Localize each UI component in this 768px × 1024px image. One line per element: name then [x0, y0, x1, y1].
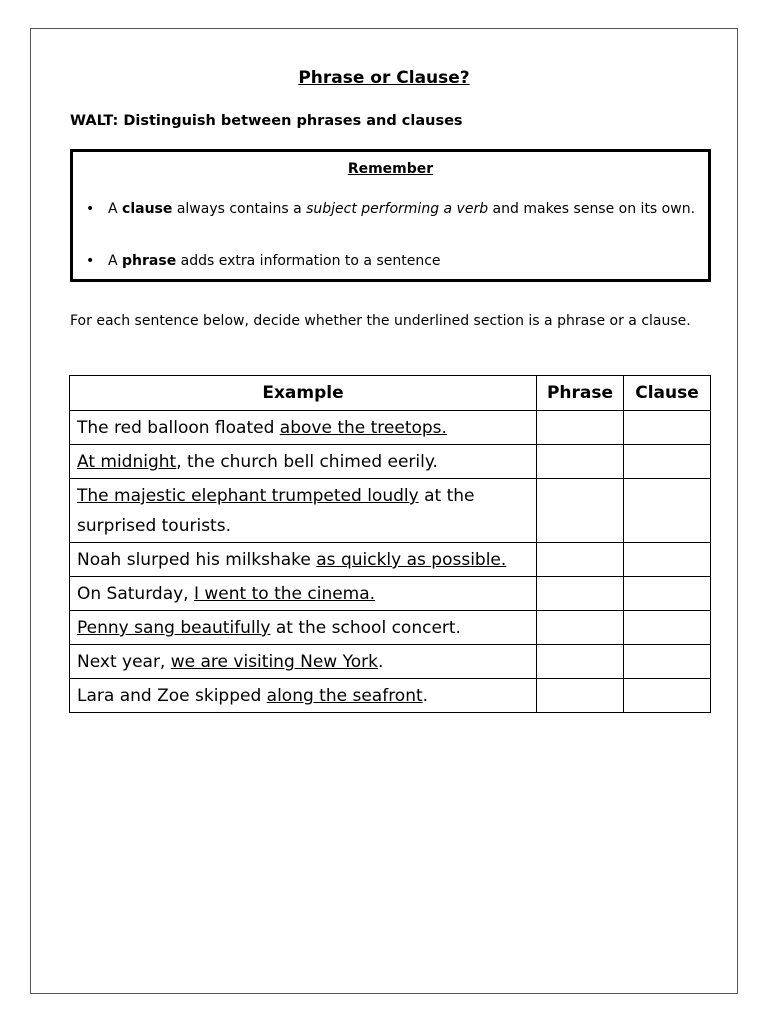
header-clause: Clause [624, 376, 711, 411]
underlined-section: At midnight [77, 452, 177, 472]
sentence-text: Noah slurped his milkshake [77, 550, 317, 570]
sentence-text: The red balloon floated [77, 418, 280, 438]
phrase-answer-cell[interactable] [537, 543, 624, 577]
example-sentence [70, 445, 537, 479]
examples-table [69, 375, 711, 713]
clause-answer-cell[interactable] [624, 645, 711, 679]
walt-objective: WALT: Distinguish between phrases and clauses [70, 113, 463, 129]
clause-term: clause [122, 201, 173, 217]
remember-heading: Remember [347, 161, 434, 177]
table-row [70, 445, 711, 479]
example-sentence [70, 645, 537, 679]
phrase-answer-cell[interactable] [537, 479, 624, 543]
phrase-answer-cell[interactable] [537, 577, 624, 611]
rule-text: always contains a [172, 201, 307, 217]
underlined-section: Penny sang beautifully [77, 618, 271, 638]
table-row [70, 611, 711, 645]
underlined-section: above the treetops. [279, 418, 447, 438]
underlined-section: I went to the cinema. [193, 584, 376, 604]
clause-answer-cell[interactable] [624, 411, 711, 445]
clause-answer-cell[interactable] [624, 577, 711, 611]
sentence-text: Next year, [77, 652, 171, 672]
sentence-text: On Saturday, [77, 584, 194, 604]
phrase-answer-cell[interactable] [537, 445, 624, 479]
example-sentence [70, 411, 537, 445]
sentence-text: . [377, 652, 384, 672]
rule-text: and makes sense on its own. [488, 201, 696, 217]
table-row [70, 411, 711, 445]
phrase-rule [86, 248, 703, 275]
remember-box [70, 149, 711, 282]
page-title: Phrase or Clause? [298, 68, 470, 88]
table-header-row [70, 376, 711, 411]
example-sentence [70, 479, 537, 543]
clause-answer-cell[interactable] [624, 543, 711, 577]
example-sentence [70, 679, 537, 713]
phrase-answer-cell[interactable] [537, 611, 624, 645]
underlined-section: we are visiting New York [170, 652, 378, 672]
rule-text: A [108, 201, 123, 217]
clause-answer-cell[interactable] [624, 611, 711, 645]
sentence-text: . [422, 686, 429, 706]
example-sentence [70, 577, 537, 611]
rule-text: adds extra information to a sentence [176, 253, 441, 269]
sentence-text: Lara and Zoe skipped [77, 686, 267, 706]
phrase-term: phrase [122, 253, 177, 269]
underlined-section: The majestic elephant trumpeted loudly [77, 486, 419, 506]
sentence-text: at the surprised tourists. [77, 486, 475, 536]
phrase-answer-cell[interactable] [537, 645, 624, 679]
example-sentence [70, 611, 537, 645]
table-row [70, 679, 711, 713]
table-row [70, 577, 711, 611]
table-row [70, 479, 711, 543]
header-example: Example [70, 376, 537, 411]
bullet-icon: • [86, 253, 95, 269]
clause-answer-cell[interactable] [624, 445, 711, 479]
sentence-text: , the church bell chimed eerily. [176, 452, 438, 472]
sentence-text: at the school concert. [270, 618, 461, 638]
clause-answer-cell[interactable] [624, 479, 711, 543]
phrase-answer-cell[interactable] [537, 411, 624, 445]
instructions: For each sentence below, decide whether the underlined section is a phrase or a clause. [70, 313, 691, 329]
clause-rule [86, 196, 703, 223]
rule-text: A [108, 253, 123, 269]
bullet-icon: • [86, 201, 95, 217]
underlined-section: as quickly as possible. [316, 550, 507, 570]
underlined-section: along the seafront [266, 686, 423, 706]
table-row [70, 543, 711, 577]
clause-answer-cell[interactable] [624, 679, 711, 713]
subject-verb-phrase: subject performing a verb [306, 201, 489, 217]
example-sentence [70, 543, 537, 577]
phrase-answer-cell[interactable] [537, 679, 624, 713]
table-row [70, 645, 711, 679]
header-phrase: Phrase [537, 376, 624, 411]
